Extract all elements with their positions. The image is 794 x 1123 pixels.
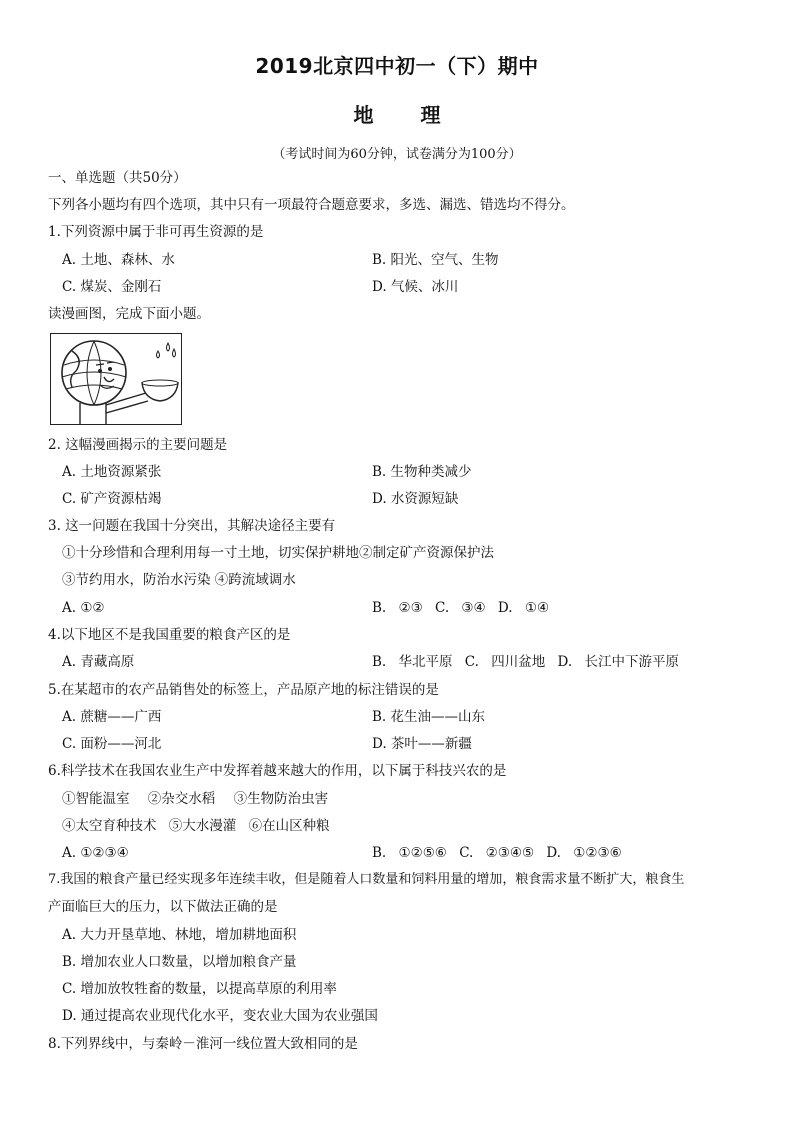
q3-choices-line2: ③节约用水，防治水污染 ④跨流域调水	[62, 572, 296, 588]
q8-stem: 8.下列界线中，与秦岭－淮河一线位置大致相同的是	[48, 1036, 358, 1052]
q2-option-b: B. 生物种类减少	[372, 464, 472, 480]
q3-option-a: A. ①②	[62, 600, 105, 616]
q6-option-a: A. ①②③④	[62, 845, 129, 861]
q6-choices-line1: ①智能温室 ②杂交水稻 ③生物防治虫害	[62, 791, 329, 807]
exam-title: 2019北京四中初一（下）期中	[255, 54, 539, 78]
q6-stem: 6.科学技术在我国农业生产中发挥着越来越大的作用，以下属于科技兴农的是	[48, 763, 507, 779]
q2-stem: 2. 这幅漫画揭示的主要问题是	[48, 437, 228, 453]
q7-stem-line1: 7.我国的粮食产量已经实现多年连续丰收，但是随着人口数量和饲料用量的增加，粮食需求量不断扩大，粮食生	[48, 872, 685, 887]
exam-subject: 地 理	[353, 103, 441, 127]
q5-option-a: A. 蔗糖——广西	[62, 709, 162, 725]
q4-stem: 4.以下地区不是我国重要的粮食产区的是	[48, 627, 291, 643]
q3-choices-line1: ①十分珍惜和合理利用每一寸土地，切实保护耕地②制定矿产资源保护法	[62, 545, 494, 561]
q2-option-c: C. 矿产资源枯竭	[62, 491, 162, 507]
q2-option-a: A. 土地资源紧张	[62, 464, 162, 480]
q1-stem: 1.下列资源中属于非可再生资源的是	[48, 224, 264, 240]
section-instruction: 下列各小题均有四个选项，其中只有一项最符合题意要求，多选、漏选、错选均不得分。	[48, 197, 575, 213]
cartoon-image	[50, 333, 182, 425]
q5-option-c: C. 面粉——河北	[62, 736, 162, 752]
q7-option-a: A. 大力开垦草地、林地，增加耕地面积	[62, 927, 297, 943]
q6-options-bcd: B. ①②⑤⑥ C. ②③④⑤ D. ①②③⑥	[372, 845, 622, 861]
q7-option-d: D. 通过提高农业现代化水平，变农业大国为农业强国	[62, 1008, 378, 1024]
q7-option-c: C. 增加放牧牲畜的数量，以提高草原的利用率	[62, 981, 337, 997]
cartoon-intro: 读漫画图，完成下面小题。	[48, 306, 210, 322]
q5-option-b: B. 花生油——山东	[372, 709, 486, 725]
q1-option-b: B. 阳光、空气、生物	[372, 252, 499, 268]
q1-option-a: A. 土地、森林、水	[62, 252, 175, 268]
q5-option-d: D. 茶叶——新疆	[372, 736, 472, 752]
q7-option-b: B. 增加农业人口数量，以增加粮食产量	[62, 954, 297, 970]
section-heading: 一、单选题（共50分）	[48, 170, 187, 186]
q4-option-a: A. 青藏高原	[62, 654, 135, 670]
q5-stem: 5.在某超市的农产品销售处的标签上，产品原产地的标注错误的是	[48, 682, 439, 698]
q1-option-d: D. 气候、冰川	[372, 279, 459, 295]
q2-option-d: D. 水资源短缺	[372, 491, 459, 507]
exam-note: （考试时间为60分钟，试卷满分为100分）	[272, 147, 522, 162]
q7-stem-line2: 产面临巨大的压力，以下做法正确的是	[48, 899, 278, 915]
q6-choices-line2: ④太空育种技术 ⑤大水漫灌 ⑥在山区种粮	[62, 818, 330, 834]
q3-options-bcd: B. ②③ C. ③④ D. ①④	[372, 600, 550, 616]
q4-options-bcd: B. 华北平原 C. 四川盆地 D. 长江中下游平原	[372, 654, 679, 670]
q3-stem: 3. 这一问题在我国十分突出，其解决途径主要有	[48, 518, 336, 534]
q1-option-c: C. 煤炭、金刚石	[62, 279, 162, 295]
